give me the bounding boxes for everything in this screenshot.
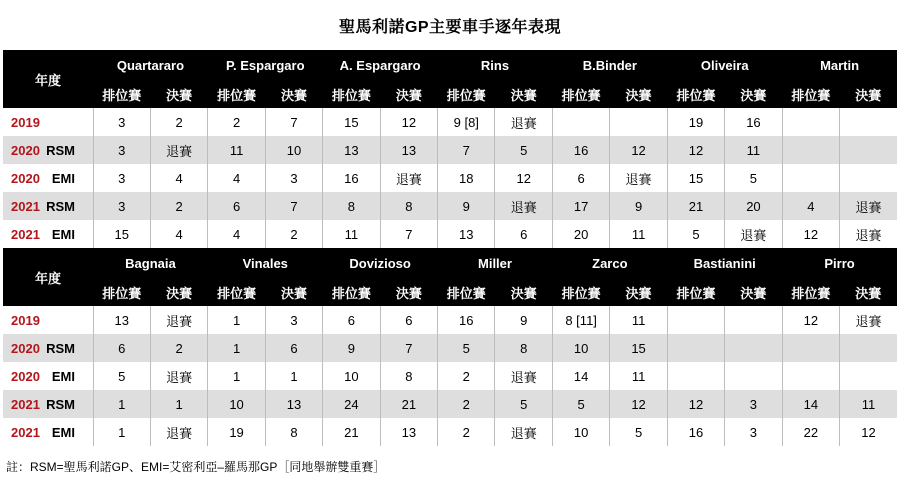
race-header: 決賽 xyxy=(150,80,207,108)
qualifying-header: 排位賽 xyxy=(438,278,495,306)
table-row xyxy=(3,334,897,362)
race-header: 決賽 xyxy=(380,278,437,306)
driver-header-row xyxy=(3,248,897,278)
table-row xyxy=(3,362,897,390)
race-cell: 6 xyxy=(495,220,552,248)
driver-name-header: Quartararo xyxy=(93,50,208,80)
race-cell: 5 xyxy=(495,136,552,164)
driver-name-header: Pirro xyxy=(782,248,897,278)
race-header: 決賽 xyxy=(725,80,782,108)
race-cell: 20 xyxy=(725,192,782,220)
qualifying-cell: 8 [11] xyxy=(552,306,609,334)
race-cell: 3 xyxy=(725,418,782,446)
qualifying-cell: 12 xyxy=(782,220,839,248)
race-cell xyxy=(725,306,782,334)
year-header: 年度 xyxy=(3,248,93,306)
race-cell xyxy=(610,108,667,136)
qualifying-cell: 12 xyxy=(782,306,839,334)
race-cell xyxy=(840,334,897,362)
qualifying-cell: 9 xyxy=(323,334,380,362)
race-cell xyxy=(725,362,782,390)
qualifying-cell: 6 xyxy=(208,192,265,220)
qualifying-cell xyxy=(552,108,609,136)
qualifying-cell: 21 xyxy=(667,192,724,220)
qualifying-cell: 6 xyxy=(552,164,609,192)
session-header-row xyxy=(3,80,897,108)
race-cell: 10 xyxy=(265,136,322,164)
qualifying-cell: 1 xyxy=(208,306,265,334)
year-label: 2020 xyxy=(11,142,40,158)
table-row xyxy=(3,390,897,418)
qualifying-cell: 10 xyxy=(208,390,265,418)
qualifying-cell xyxy=(782,136,839,164)
qualifying-cell: 2 xyxy=(438,418,495,446)
qualifying-header: 排位賽 xyxy=(323,278,380,306)
qualifying-cell: 24 xyxy=(323,390,380,418)
race-cell: 3 xyxy=(725,390,782,418)
qualifying-cell: 6 xyxy=(323,306,380,334)
qualifying-cell: 4 xyxy=(208,164,265,192)
race-cell: 4 xyxy=(150,164,207,192)
race-cell: 8 xyxy=(495,334,552,362)
qualifying-cell: 2 xyxy=(438,390,495,418)
event-label: EMI xyxy=(51,424,75,440)
race-cell: 7 xyxy=(265,108,322,136)
driver-name-header: Bastianini xyxy=(667,248,782,278)
qualifying-cell: 7 xyxy=(438,136,495,164)
qualifying-header: 排位賽 xyxy=(93,80,150,108)
table-row xyxy=(3,164,897,192)
qualifying-cell: 5 xyxy=(438,334,495,362)
race-cell: 11 xyxy=(840,390,897,418)
qualifying-cell: 1 xyxy=(208,362,265,390)
qualifying-header: 排位賽 xyxy=(208,80,265,108)
race-cell: 11 xyxy=(610,220,667,248)
session-header-row xyxy=(3,278,897,306)
year-cell xyxy=(3,334,93,362)
race-cell: 13 xyxy=(265,390,322,418)
driver-name-header: Oliveira xyxy=(667,50,782,80)
year-cell xyxy=(3,362,93,390)
table-row xyxy=(3,418,897,446)
qualifying-cell: 14 xyxy=(552,362,609,390)
qualifying-cell: 11 xyxy=(208,136,265,164)
race-cell: 12 xyxy=(610,136,667,164)
qualifying-cell: 17 xyxy=(552,192,609,220)
event-label: RSM xyxy=(46,198,75,214)
race-cell: 4 xyxy=(150,220,207,248)
qualifying-header: 排位賽 xyxy=(552,80,609,108)
race-cell xyxy=(840,362,897,390)
year-cell xyxy=(3,220,93,248)
qualifying-header: 排位賽 xyxy=(667,80,724,108)
year-label: 2019 xyxy=(11,114,40,130)
race-header: 決賽 xyxy=(265,80,322,108)
race-header: 決賽 xyxy=(495,278,552,306)
footnote: 註：RSM=聖馬利諾GP、EMI=艾密利亞–羅馬那GP［同地舉辦雙重賽］ xyxy=(6,460,386,474)
race-cell: 退賽 xyxy=(840,220,897,248)
driver-name-header: Rins xyxy=(438,50,553,80)
race-cell: 9 xyxy=(495,306,552,334)
qualifying-cell: 9 [8] xyxy=(438,108,495,136)
qualifying-cell xyxy=(667,306,724,334)
race-cell: 退賽 xyxy=(150,306,207,334)
qualifying-header: 排位賽 xyxy=(782,278,839,306)
qualifying-cell: 16 xyxy=(323,164,380,192)
race-cell: 13 xyxy=(380,418,437,446)
race-cell: 13 xyxy=(380,136,437,164)
year-cell xyxy=(3,390,93,418)
race-cell: 3 xyxy=(265,306,322,334)
event-label: EMI xyxy=(51,170,75,186)
qualifying-cell: 1 xyxy=(208,334,265,362)
race-cell: 11 xyxy=(725,136,782,164)
race-cell: 退賽 xyxy=(150,418,207,446)
race-header: 決賽 xyxy=(495,80,552,108)
year-label: 2020 xyxy=(11,170,40,186)
race-cell: 2 xyxy=(265,220,322,248)
race-cell: 5 xyxy=(495,390,552,418)
driver-name-header: Miller xyxy=(438,248,553,278)
qualifying-cell: 14 xyxy=(782,390,839,418)
qualifying-cell: 13 xyxy=(323,136,380,164)
driver-name-header: Martin xyxy=(782,50,897,80)
year-label: 2021 xyxy=(11,396,40,412)
race-cell: 退賽 xyxy=(840,306,897,334)
qualifying-cell: 10 xyxy=(552,418,609,446)
race-cell: 12 xyxy=(840,418,897,446)
race-cell: 11 xyxy=(610,362,667,390)
qualifying-cell xyxy=(667,362,724,390)
qualifying-cell: 5 xyxy=(667,220,724,248)
driver-name-header: A. Espargaro xyxy=(323,50,438,80)
race-cell: 7 xyxy=(380,220,437,248)
year-cell xyxy=(3,164,93,192)
event-label: RSM xyxy=(46,142,75,158)
race-cell: 6 xyxy=(265,334,322,362)
table-row xyxy=(3,192,897,220)
race-cell: 2 xyxy=(150,108,207,136)
qualifying-cell: 2 xyxy=(438,362,495,390)
driver-name-header: Dovizioso xyxy=(323,248,438,278)
race-cell: 12 xyxy=(495,164,552,192)
year-label: 2020 xyxy=(11,340,40,356)
qualifying-cell: 6 xyxy=(93,334,150,362)
event-label: RSM xyxy=(46,396,75,412)
qualifying-cell: 4 xyxy=(208,220,265,248)
qualifying-cell: 19 xyxy=(208,418,265,446)
event-label: RSM xyxy=(46,340,75,356)
results-table xyxy=(3,50,897,446)
race-cell: 8 xyxy=(380,362,437,390)
qualifying-cell: 18 xyxy=(438,164,495,192)
year-label: 2021 xyxy=(11,198,40,214)
race-cell: 退賽 xyxy=(495,418,552,446)
race-cell xyxy=(840,136,897,164)
race-cell: 退賽 xyxy=(150,362,207,390)
race-cell: 退賽 xyxy=(840,192,897,220)
qualifying-cell: 1 xyxy=(93,390,150,418)
year-label: 2019 xyxy=(11,312,40,328)
race-cell: 1 xyxy=(265,362,322,390)
driver-name-header: Bagnaia xyxy=(93,248,208,278)
qualifying-cell: 22 xyxy=(782,418,839,446)
race-cell: 6 xyxy=(380,306,437,334)
qualifying-cell xyxy=(782,334,839,362)
race-cell: 7 xyxy=(380,334,437,362)
race-cell: 8 xyxy=(380,192,437,220)
year-label: 2021 xyxy=(11,226,40,242)
qualifying-cell xyxy=(667,334,724,362)
qualifying-cell: 20 xyxy=(552,220,609,248)
qualifying-cell: 15 xyxy=(323,108,380,136)
race-cell: 退賽 xyxy=(495,108,552,136)
qualifying-cell: 5 xyxy=(552,390,609,418)
qualifying-cell: 21 xyxy=(323,418,380,446)
race-cell xyxy=(840,164,897,192)
race-cell: 9 xyxy=(610,192,667,220)
table-row xyxy=(3,220,897,248)
qualifying-cell: 12 xyxy=(667,390,724,418)
qualifying-header: 排位賽 xyxy=(93,278,150,306)
event-label: EMI xyxy=(51,368,75,384)
race-cell: 退賽 xyxy=(610,164,667,192)
year-label: 2020 xyxy=(11,368,40,384)
qualifying-header: 排位賽 xyxy=(438,80,495,108)
qualifying-header: 排位賽 xyxy=(782,80,839,108)
year-header: 年度 xyxy=(3,50,93,108)
race-header: 決賽 xyxy=(840,278,897,306)
qualifying-cell: 10 xyxy=(552,334,609,362)
qualifying-cell xyxy=(782,108,839,136)
qualifying-cell: 5 xyxy=(93,362,150,390)
race-cell: 退賽 xyxy=(495,192,552,220)
race-cell: 5 xyxy=(725,164,782,192)
race-cell: 5 xyxy=(610,418,667,446)
table-row xyxy=(3,108,897,136)
page-title: 聖馬利諾GP主要車手逐年表現 xyxy=(338,19,562,36)
qualifying-cell: 4 xyxy=(782,192,839,220)
race-cell: 退賽 xyxy=(725,220,782,248)
race-cell: 15 xyxy=(610,334,667,362)
race-cell: 3 xyxy=(265,164,322,192)
race-header: 決賽 xyxy=(610,80,667,108)
race-cell: 2 xyxy=(150,192,207,220)
race-header: 決賽 xyxy=(725,278,782,306)
race-cell: 12 xyxy=(380,108,437,136)
driver-name-header: P. Espargaro xyxy=(208,50,323,80)
qualifying-cell: 15 xyxy=(93,220,150,248)
race-header: 決賽 xyxy=(265,278,322,306)
qualifying-cell: 19 xyxy=(667,108,724,136)
race-header: 決賽 xyxy=(840,80,897,108)
race-cell: 8 xyxy=(265,418,322,446)
year-cell xyxy=(3,192,93,220)
results-table-wrapper xyxy=(3,50,897,446)
race-cell: 16 xyxy=(725,108,782,136)
qualifying-cell: 3 xyxy=(93,192,150,220)
table-row xyxy=(3,306,897,334)
race-cell: 12 xyxy=(610,390,667,418)
qualifying-header: 排位賽 xyxy=(208,278,265,306)
qualifying-cell: 3 xyxy=(93,136,150,164)
qualifying-cell: 13 xyxy=(438,220,495,248)
driver-name-header: B.Binder xyxy=(552,50,667,80)
race-header: 決賽 xyxy=(380,80,437,108)
race-cell: 21 xyxy=(380,390,437,418)
qualifying-cell: 16 xyxy=(667,418,724,446)
race-header: 決賽 xyxy=(150,278,207,306)
year-cell xyxy=(3,136,93,164)
year-cell xyxy=(3,108,93,136)
qualifying-cell: 9 xyxy=(438,192,495,220)
race-cell: 退賽 xyxy=(150,136,207,164)
driver-name-header: Zarco xyxy=(552,248,667,278)
race-header: 決賽 xyxy=(610,278,667,306)
qualifying-cell xyxy=(782,164,839,192)
year-cell xyxy=(3,418,93,446)
qualifying-cell: 10 xyxy=(323,362,380,390)
qualifying-cell: 3 xyxy=(93,108,150,136)
qualifying-cell: 15 xyxy=(667,164,724,192)
qualifying-header: 排位賽 xyxy=(667,278,724,306)
qualifying-header: 排位賽 xyxy=(552,278,609,306)
table-row xyxy=(3,136,897,164)
race-cell xyxy=(840,108,897,136)
driver-header-row xyxy=(3,50,897,80)
race-cell: 11 xyxy=(610,306,667,334)
race-cell: 退賽 xyxy=(495,362,552,390)
event-label: EMI xyxy=(51,226,75,242)
qualifying-cell: 8 xyxy=(323,192,380,220)
qualifying-cell: 2 xyxy=(208,108,265,136)
race-cell: 1 xyxy=(150,390,207,418)
qualifying-cell: 16 xyxy=(552,136,609,164)
driver-name-header: Vinales xyxy=(208,248,323,278)
qualifying-cell: 16 xyxy=(438,306,495,334)
race-cell xyxy=(725,334,782,362)
year-label: 2021 xyxy=(11,424,40,440)
qualifying-cell: 1 xyxy=(93,418,150,446)
race-cell: 7 xyxy=(265,192,322,220)
qualifying-cell: 12 xyxy=(667,136,724,164)
race-cell: 退賽 xyxy=(380,164,437,192)
qualifying-cell: 13 xyxy=(93,306,150,334)
qualifying-header: 排位賽 xyxy=(323,80,380,108)
race-cell: 2 xyxy=(150,334,207,362)
qualifying-cell xyxy=(782,362,839,390)
qualifying-cell: 3 xyxy=(93,164,150,192)
year-cell xyxy=(3,306,93,334)
qualifying-cell: 11 xyxy=(323,220,380,248)
